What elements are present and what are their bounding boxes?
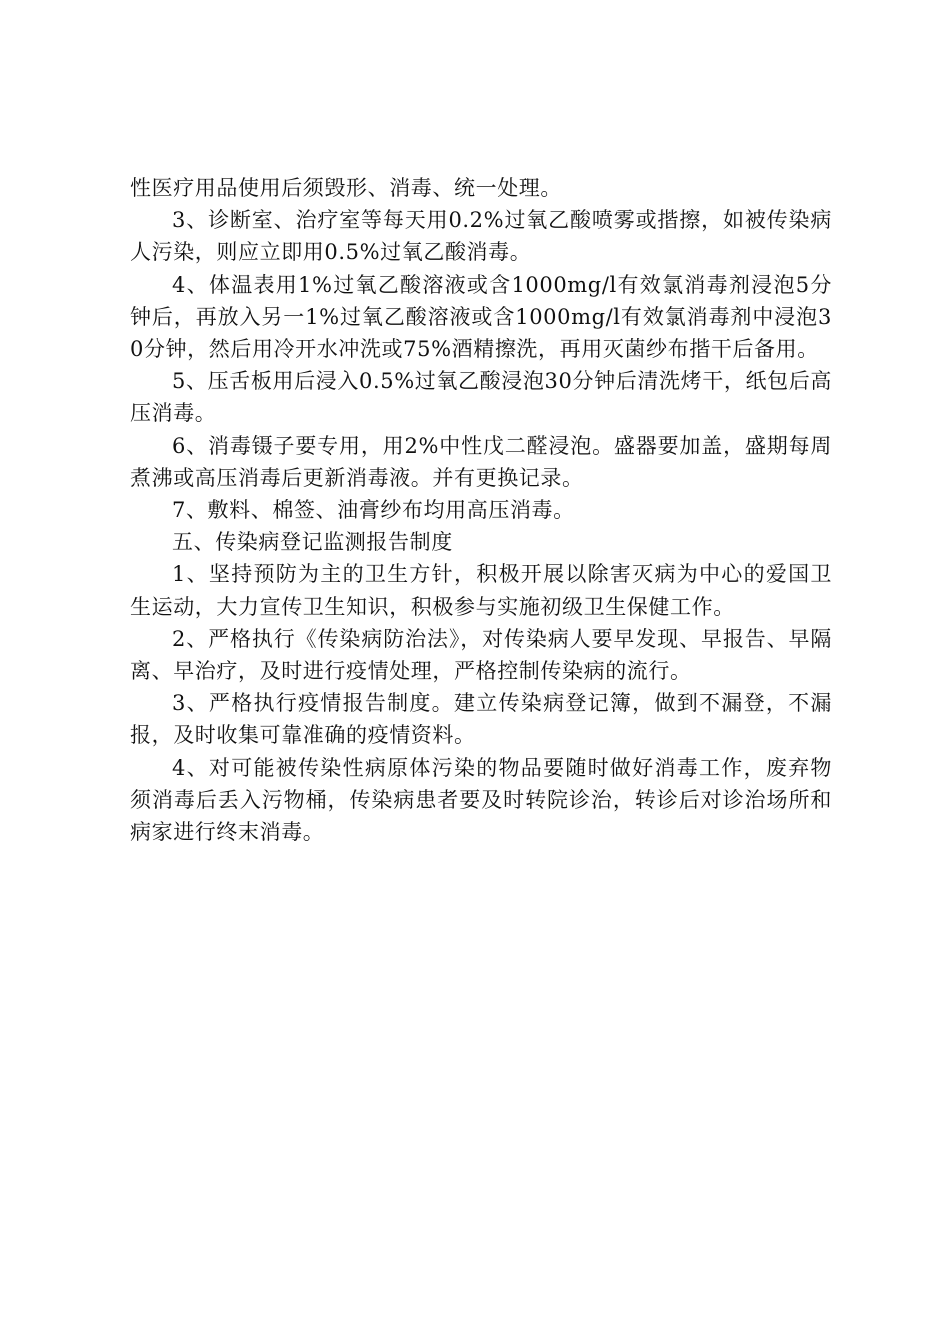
paragraph-diagnosis-room: 3、诊断室、治疗室等每天用0.2%过氧乙酸喷雾或揩擦，如被传染病人污染，则应立即用0.5%过氧乙酸消毒。 bbox=[130, 208, 832, 265]
paragraph-reporting: 3、严格执行疫情报告制度。建立传染病登记簿，做到不漏登，不漏报，及时收集可靠准确的疫情资料。 bbox=[130, 691, 832, 748]
paragraph-dressings: 7、敷料、棉签、油膏纱布均用高压消毒。 bbox=[172, 498, 575, 523]
paragraph-continuation: 性医疗用品使用后须毁形、消毒、统一处理。 bbox=[130, 176, 562, 200]
paragraph-tweezers: 6、消毒镊子要专用，用2%中性戊二醛浸泡。盛器要加盖，盛期每周煮沸或高压消毒后更新消毒液。并有更换记录。 bbox=[130, 433, 832, 490]
document-body bbox=[130, 172, 832, 848]
paragraph-law: 2、严格执行《传染病防治法》，对传染病人要早发现、早报告、早隔离、早治疗，及时进行疫情处理，严格控制传染病的流行。 bbox=[130, 626, 832, 684]
paragraph-disinfection: 4、对可能被传染性病原体污染的物品要随时做好消毒工作，废弃物须消毒后丢入污物桶，传染病患者要及时转院诊治，转诊后对诊治场所和病家进行终末消毒。 bbox=[130, 755, 832, 845]
paragraph-prevention: 1、坚持预防为主的卫生方针，积极开展以除害灭病为中心的爱国卫生运动，大力宣传卫生知识，积极参与实施初级卫生保健工作。 bbox=[130, 562, 832, 619]
section-heading: 五、传染病登记监测报告制度 bbox=[172, 530, 453, 555]
paragraph-tongue-depressor: 5、压舌板用后浸入0.5%过氧乙酸浸泡30分钟后清洗烤干，纸包后高压消毒。 bbox=[130, 369, 832, 426]
paragraph-thermometer: 4、体温表用1%过氧乙酸溶液或含1000mg/l有效氯消毒剂浸泡5分钟后，再放入另一1%过氧乙酸溶液或含1000mg/l有效氯消毒剂中浸泡30分钟，然后用冷开水冲洗或75%酒精擦洗，再用灭菌纱布揩干后备用。 bbox=[130, 272, 832, 362]
